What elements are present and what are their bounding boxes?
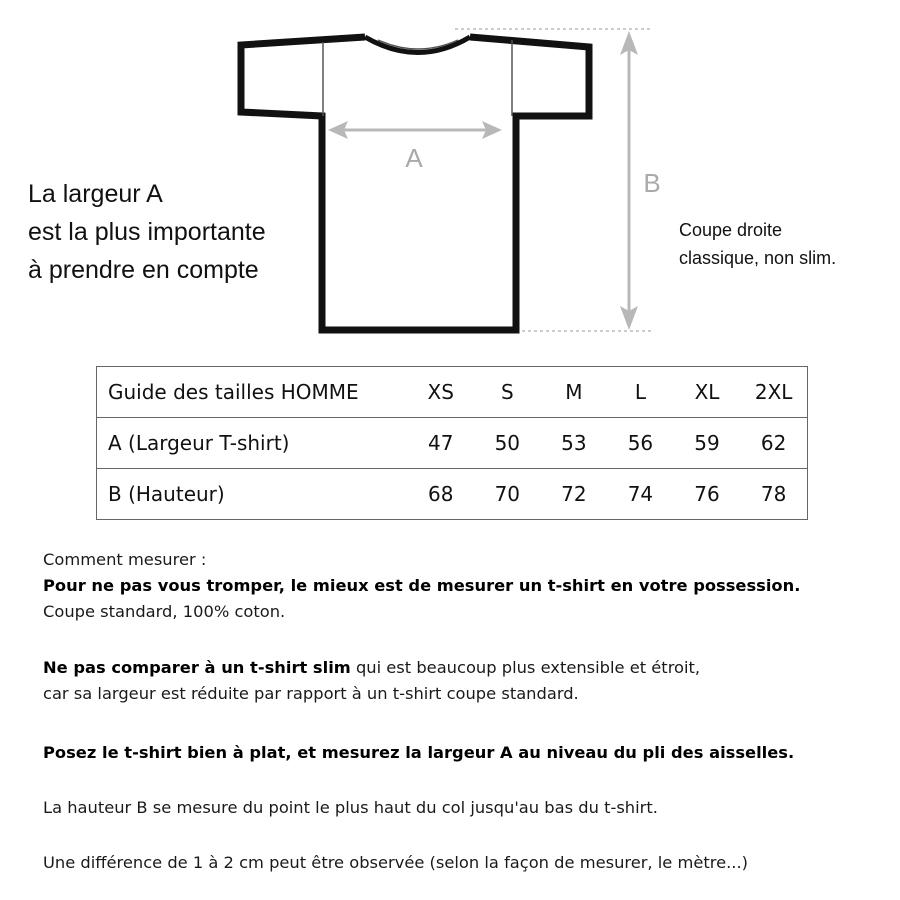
width-note-line: à prendre en compte [28, 256, 259, 284]
flat-instruction-bold: Posez le t-shirt bien à plat, et mesurez la largeur A au niveau du pli des aisselles. [43, 743, 795, 762]
width-note-line: est la plus importante [28, 218, 266, 246]
how-to-measure-heading: Comment mesurer : [43, 550, 207, 569]
table-cell: 50 [474, 418, 541, 469]
slim-warning-bold: Ne pas comparer à un t-shirt slim [43, 658, 351, 677]
tshirt-outline [241, 37, 589, 330]
slim-warning-rest: qui est beaucoup plus extensible et étroit, [350, 658, 701, 677]
table-cell: 74 [627, 482, 654, 506]
size-header-l: L [607, 367, 674, 418]
table-cell: 47 [407, 418, 474, 469]
fit-note-line: Coupe droite [679, 220, 783, 240]
table-cell: 68 [428, 482, 454, 506]
table-cell: 78 [760, 482, 787, 506]
fit-note [679, 216, 836, 272]
size-header-2xl: 2XL [740, 367, 807, 418]
table-cell: 62 [740, 418, 807, 469]
slim-warning-line [43, 655, 700, 681]
measure-tip-bold: Pour ne pas vous tromper, le mieux est de mesurer un t-shirt en votre possession. [43, 576, 801, 595]
size-header-s: S [474, 367, 541, 418]
width-importance-note [28, 175, 266, 289]
row-label-width: A (Largeur T-shirt) [97, 418, 408, 469]
tshirt-diagram [0, 0, 900, 345]
table-cell: 70 [494, 482, 521, 506]
label-b: B [643, 168, 661, 198]
size-guide-table [96, 366, 808, 520]
table-row [97, 418, 808, 469]
slim-warning [43, 655, 700, 707]
size-header-xs: XS [407, 367, 474, 418]
table-cell: 53 [541, 418, 608, 469]
fit-note-line: classique, non slim. [679, 248, 837, 268]
collar [365, 37, 470, 53]
label-a: A [405, 143, 423, 173]
table-cell: 72 [561, 482, 587, 506]
table-cell: 59 [674, 418, 741, 469]
table-cell: 56 [607, 418, 674, 469]
size-header-m: M [541, 367, 608, 418]
table-header-label: Guide des tailles HOMME [97, 367, 408, 418]
size-header-xl: XL [674, 367, 741, 418]
table-header-row [97, 367, 808, 418]
row-label-height: B (Hauteur) [108, 482, 225, 506]
width-note-line: La largeur A [28, 180, 163, 208]
measure-tip [43, 573, 800, 599]
table-row [97, 469, 808, 520]
measure-instructions [43, 547, 800, 625]
slim-warning-line-2: car sa largeur est réduite par rapport à un t-shirt coupe standard. [43, 684, 579, 703]
difference-note: Une différence de 1 à 2 cm peut être observée (selon la façon de mesurer, le mètre...) [43, 853, 748, 872]
flat-instruction [43, 740, 794, 766]
height-note: La hauteur B se mesure du point le plus haut du col jusqu'au bas du t-shirt. [43, 798, 658, 817]
cut-info: Coupe standard, 100% coton. [43, 602, 286, 621]
table-cell: 76 [694, 482, 720, 506]
